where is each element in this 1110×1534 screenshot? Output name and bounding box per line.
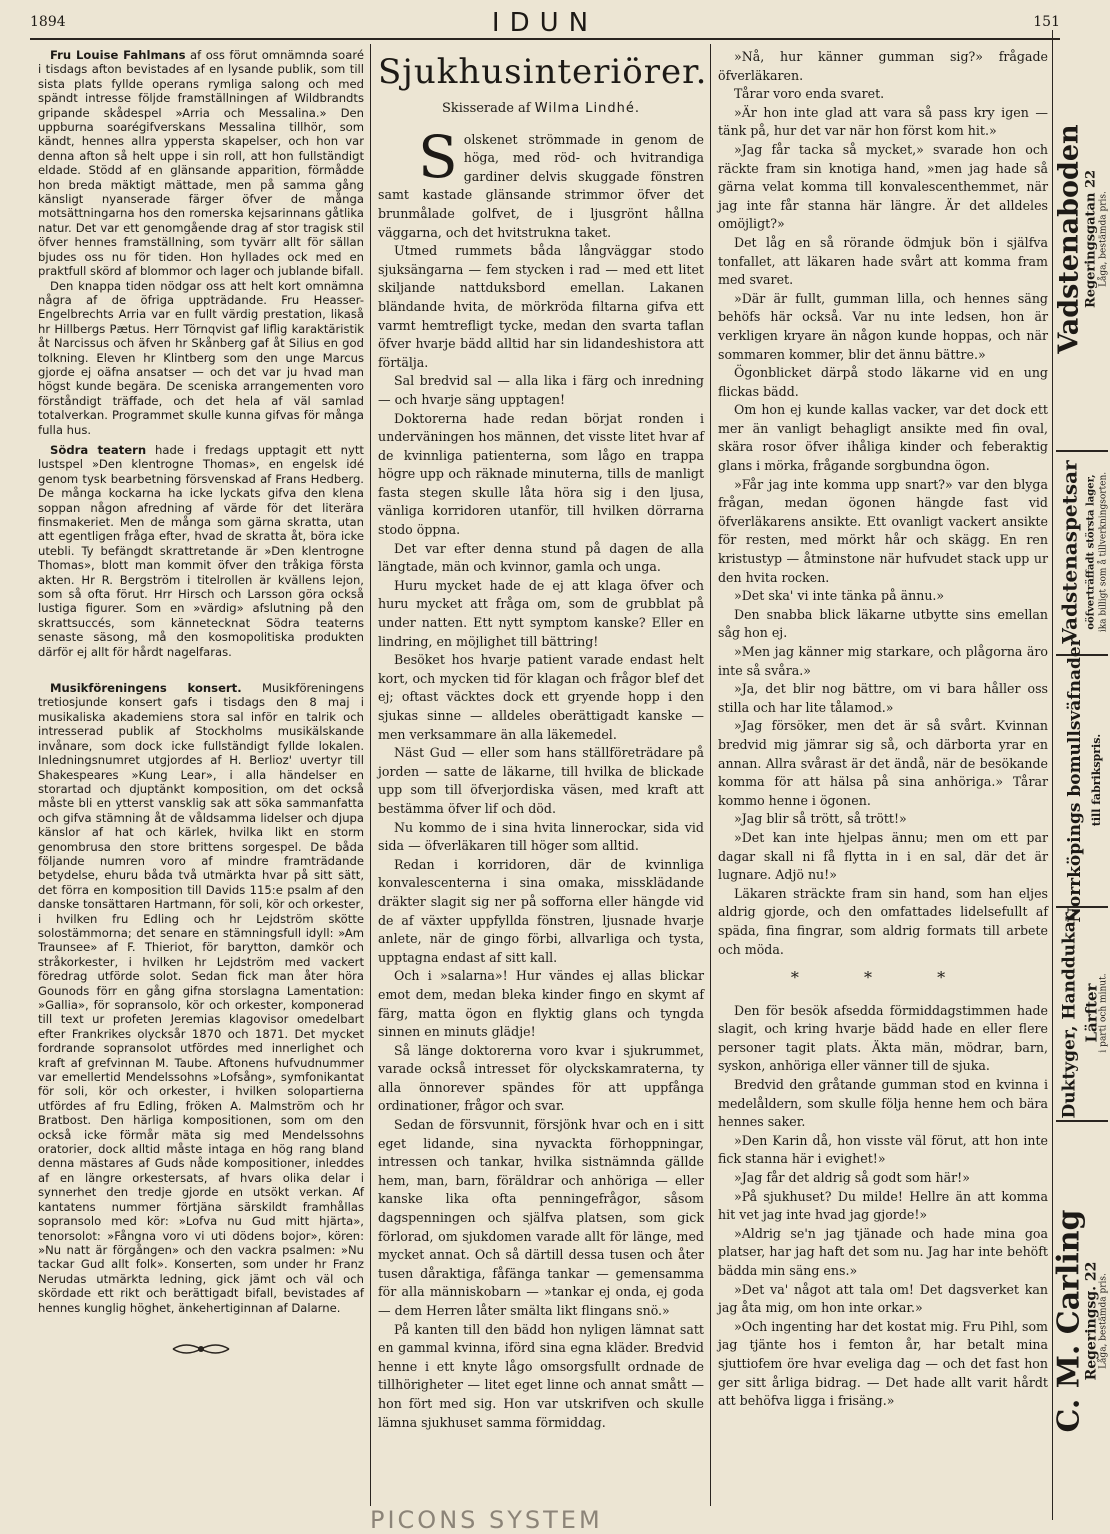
article-para: Sedan de försvunnit, försjönk hvar och en i sitt eget lidande, sina nyvackta förhoppningar, intressen och tankar, hvilka sistnämnda gällde hem, man, barn, föräldrar och anhöriga — eller kanske lika ofta penningefrågor, såsom dagspenningen och själfva platsen, som gick förlorad, om sjukdomen varade allt för länge, med mycket annat. Och så därtill dessa tusen och åter tusen dåraktiga, fåfänga tankar — gemensamma för alla människobarn — »tankar ej onda, ej goda — dem Herren låter smälta likt flingans snö.» — [378, 1117, 704, 1318]
ad-title: Norrköpings bomullsväfnader — [1065, 637, 1085, 923]
article-para: olskenet strömmade in genom de höga, med röd- och hvitrandiga gardiner delvis skuggade fönstren samt kastade glänsande strimmor öfver det brunmålade golfvet, de i ljusgrönt hållna väggarna, och det hvitstrukna taket. — [378, 131, 704, 240]
article-para: »Nå, hur känner gumman sig?» frågade öfverläkaren. — [718, 49, 1048, 83]
article-para: »Aldrig se'n jag tjänade och hade mina goa platser, har jag haft det som nu. Jag har inte behöft bädda min säng ens.» — [718, 1225, 1048, 1278]
article-para: Den snabba blick läkarne utbytte sins emellan såg hon ej. — [718, 606, 1048, 641]
article-para: Doktorerna hade redan börjat ronden i underväningen hos männen, det visste litet hvar af de kvinnliga patienterna, som lågo en trappa högre upp och räknade minuterna, tills de manligt fasta stegen skulle låta höra sig i den ljusa, vänliga korridoren utanför, till hvilken dörrarna stodo öppna. — [378, 410, 704, 538]
column-article-continued — [718, 48, 1048, 1498]
article-para: »Jag får det aldrig så godt som här!» — [734, 1170, 970, 1186]
ad-norrkoping — [1056, 637, 1108, 923]
column-article — [378, 48, 708, 1498]
ad-duktyger — [1056, 908, 1108, 1118]
article-para: »Den Karin då, hon visste väl förut, att hon inte fick stanna här i evighet!» — [718, 1132, 1048, 1167]
ad-title: C. M. Carling — [1051, 1209, 1087, 1433]
ad-title: Vadstenaboden — [1053, 124, 1085, 354]
header-rule — [30, 38, 1060, 40]
article-para: Redan i korridoren, där de kvinnliga konvalescenterna i sina omaka, missklädande dräkter slagit sig ner på sofforna eller hängde vid de af växter uppfyllda fönstren, ljusnade hvarje anlete, när de gingo förbi, allvarliga och tysta, upptagna endast af sitt kall. — [378, 856, 704, 965]
article-para: »Men jag känner mig starkare, och plågorna äro inte så svåra.» — [718, 644, 1048, 678]
byline-prefix: Skisserade af — [441, 101, 531, 116]
review-sodra-text: hade i fredags upptagit ett nytt lustspel »Den klentrogne Thomas», en engelsk idé genom tysk bearbetning försvenskad af Frans Hedberg. De många kockarna ha icke lyckats gifva den klena soppan någon afredning af värde för det literära finsmakeriet. Men de många som gärna skratta, utan att egentligen fråga efter, hvad de skratta åt, böra icke utebli. Ty befängdt skrattretande är »Den klentrogne Thomas», blott man kommit öfver den tråkiga första akten. Hr R. Bergström i titelrollen är kvällens lejon, som så ofta förut. Hrr Hirsch och Larsson göra också lustiga figurer. Som en »värdig» afslutning på den skrattsuccés, som kännetecknat Södra teaterns senaste säsong, må den kosmopolitiska produkten därför ej allt för hårdt nagelfaras. — [38, 442, 364, 659]
article-para: Den för besök afsedda förmiddagstimmen hade slagit, och kring hvarje bädd hade en eller flere personer tagit plats. Äkta män, mödrar, barn, syskon, anhöriga eller vänner till de sjuka. — [718, 1002, 1048, 1074]
article-opening — [378, 122, 704, 243]
column-divider-1 — [370, 44, 371, 1506]
article-para: »Och ingenting har det kostat mig. Fru Pihl, som jag tjänte hos i femton år, har betalt mina sjuttiofem öre hvar eveliga dag — och det fast hon ger sitt årliga bidrag. — Det hade allt varit hårdt att behöfva ligga i frisäng.» — [718, 1318, 1048, 1409]
article-para: »Där är fullt, gumman lilla, och hennes säng behöfs här också. Var nu inte ledsen, hon är verkligen kryare än någon kunde hoppas, och när sommaren kommer, blir det ännu bättre.» — [718, 290, 1048, 362]
ad-subtitle: oöfverträffadt största lager, — [1085, 474, 1097, 630]
article-para: Sal bredvid sal — alla lika i färg och inredning — och hvarje säng upptagen! — [378, 373, 704, 407]
article-title: Sjukhusinteriörer. — [378, 52, 708, 92]
article-byline — [378, 100, 704, 119]
bleed-through-footer: PICONS SYSTEM — [370, 1506, 603, 1534]
masthead-title: IDUN — [491, 8, 599, 38]
ad-subtitle: Lärfter — [1082, 983, 1101, 1043]
ornament-icon — [38, 1341, 364, 1359]
article-para: Så länge doktorerna voro kvar i sjukrummet, varade också intresset för olyckskamraterna, ty alla önnorever spändes för att uppfånga ordinationer, frågor och svar. — [378, 1042, 704, 1114]
ad-vadstenaboden — [1053, 30, 1109, 448]
review-musikforeningen — [38, 681, 364, 1315]
review-sodra — [38, 443, 364, 659]
header-year: 1894 — [30, 14, 66, 30]
article-para: »Jag försöker, men det är så svårt. Kvinnan bredvid mig jämrar sig så, och därborta yrar en annan. Allra svårast är det ändå, när de besökande komma för att hälsa på sina anhöriga.» Tårar kommo henne i ögonen. — [718, 718, 1048, 808]
review-sodra-head: Södra teatern — [50, 442, 147, 457]
article-para: Läkaren sträckte fram sin hand, som han eljes aldrig gjorde, och den omfattades lidelsefullt af späda, fina fingrar, som aldrig formats till arbete och möda. — [718, 885, 1048, 957]
column-divider-2 — [710, 44, 711, 1506]
article-para: På kanten till den bädd hon nyligen lämnat satt en gammal kvinna, iförd sina egna kläder. Bredvid henne i ett knyte lågo omsorgsfullt ordnade de tillhörigheter — litet eget linne och annat smått — hon fört med sig. Hon var utskrifven och skulle lämna sjukhuset samma förmiddag. — [378, 1321, 704, 1430]
page-header — [30, 10, 1060, 36]
ad-note: Låga, bestämda pris. — [1098, 1273, 1109, 1369]
ad-carling — [1051, 1122, 1109, 1520]
ad-note: Låga, bestämda pris. — [1098, 191, 1109, 287]
ad-subtitle: Regeringsgatan 22 — [1083, 169, 1099, 309]
article-para: Det var efter denna stund på dagen de alla längtade, män och kvinnor, gamla och unga. — [378, 540, 704, 575]
ad-title: Duktyger, Handdukar, — [1059, 907, 1080, 1119]
page-number: 151 — [1033, 14, 1060, 30]
article-para: Bredvid den gråtande gumman stod en kvinna i medelåldern, som skulle följa henne hem och bära hennes saker. — [718, 1077, 1048, 1130]
article-para: Om hon ej kunde kallas vacker, var det dock ett mer än vanligt behagligt ansikte med fin oval, skära rosor öfver ihåliga kinder och feberaktig glans i mörka, frågande sorgbundna ögon. — [718, 402, 1048, 474]
article-para: »Jag får tacka så mycket,» svarade hon och räckte fram sin knotiga hand, »men jag hade så gärna velat komma till konvalescenthemmet, när jag inte får stanna här längre. Är det alldeles omöjligt?» — [718, 141, 1048, 232]
review-fahlman — [38, 48, 364, 279]
article-para: Det låg en så rörande ödmjuk bön i själfva tonfallet, att läkaren hade svårt att komma fram med svaret. — [718, 234, 1048, 288]
article-para: »Får jag inte komma upp snart?» var den blyga frågan, medan ögonen hängde fast vid öfverläkarens ansikte. Ett ovanligt vackert ansikte för resten, med mörkt hår och skägg. En ren kristustyp — åtminstone när hufvudet stack upp ur den hvita rocken. — [718, 476, 1048, 585]
review-fahlman-cast: Den knappa tiden nödgar oss att helt kort omnämna några af de öfriga uppträdande. Fru Heasser-Engelbrechts Arria var en fullt värdig prestation, likaså hr Hillbergs Pætus. Herr Törnqvist gaf liflig karaktäristik åt Narcissus och äfven hr Skånberg gaf åt Silius en god tolkning. Eleven hr Klintberg som den unge Marcus gjorde ej oäfna ansatser — och det var ju hvad man högst kunde begära. De sceniska arrangementen voro förståndigt träffade, och det hela af väl samlad totalverkan. Programmet skulle kunna gifvas för många fulla hus. — [38, 278, 364, 437]
ad-subtitle: till fabrikspris. — [1090, 733, 1103, 827]
article-para: Huru mycket hade de ej att klaga öfver och huru mycket att fråga om, som de grubblat på under natten. Ett nytt symptom kanske? Eller en lindring, en möjlighet till bättring! — [378, 577, 704, 649]
review-musik-text: Musikföreningens tretiosjunde konsert gafs i tisdags den 8 maj i musikaliska akademiens stora sal inför en talrik och intresserad publik af Stockholms musikälskande invånare, som dock icke fullständigt fyllde lokalen. Inledningsnumret utgjordes af H. Berlioz' uvertyr till Shakespeares »Kung Lear», i alla händelser en storartad och djuptänkt komposition, om det också måste bli en ytterst vansklig sak att söka sammanfatta och gifva stämning åt de våldsamma lidelser och djupa känslor af hat och kärlek, hvilka likt en storm genombrusa den store brittens sorgespel. De båda följande numren voro af mindre framträdande betydelse, ehuru båda två utmärkta hvar på sitt sätt, det förra en komposition till Davids 115:e psalm af den danske tonsättaren Hartmann, för soli, kör och orkester, i hvilken fru Edling och hr Lejdström skötte solostämmorna; det senare en stämningsfull idyll: »Am Traunsee» af F. Thieriot, för barytton, damkör och stråkorkester, i hvilken hr Lejdström med vackert föredrag utförde solot. Sedan fick man åter höra Gounods förr en gång gifna storslagna Lamentation: »Gallia», för sopransolo, kör och orkester, komponerad till text ur profeten Jeremias klagovisor omedelbart efter Frankrikes olycksår 1870 och 1871. Det mycket fordrande sopransolot utfördes med innerlighet och kraft af grefvinnan M. Taube. Aftonens hufvudnummer var emellertid Mendelssohns »Lofsång», symfonikantat för soli, kör och orkester, i hvilken solopartierna utfördes af fru Edling, fröken A. Malmström och hr Bratbost. Den härliga kompositionen, som om den också icke förmår mäta sig med Mendelssohns oratorier, dock alltid måste intaga en hög rang bland denna mästares af Guds nåde kompositioner, inleddes af en längre orkestersats, af hvars olika delar i synnerhet den tredje gjorde en utsökt verkan. Af kantatens nummer förtjäna särskildt framhållas sopransolo med kör: »Lofva nu Gud mitt hjärta», tenorsolot: »Fångna voro vi uti dödens bojor», kören: »Nu natt är förgången» och den vackra psalmen: »Nu tackar Gud allt folk». Konserten, som under hr Franz Nerudas utmärkta ledning, gick jämt och väl och skördade ett rikt och berättigadt bifall, bevistades af hennes kunglig höghet, änkehertiginnan af Dalarne. — [38, 681, 364, 1315]
article-para: »Det kan inte hjelpas ännu; men om ett par dagar skall ni få flytta in i en sal, där det är lugnare. Adjö nu!» — [718, 829, 1048, 883]
review-fahlman-text: af oss förut omnämnda soaré i tisdags afton bevistades af en lysande publik, som till sista plats fyllde operans rymliga salong och med spändt intresse följde framställningen af Wildbrandts gripande skådespel »Arria och Messalina.» Den uppburna soarégifverskans Messalina tillhör, som kändt, hennes allra yppersta skapelser, och hon var denna afton så helt uppe i sin roll, att hon fullständigt eldade. Stödd af en glänsande apparition, förmådde hon breda mäktigt mättade, men på samma gång känsligt nyanserade färger öfver de många motsättningarna hos den romerska kejsarinnans gåtlika natur. Det var ett genomgående drag af stor tragisk stil öfver hennes framställning, som tyvärr allt för sällan bjudes oss nu för tiden. Hon hyllades ock med en praktfull skörd af blommor och lager och jublande bifall. — [38, 48, 365, 279]
article-para: Besöket hos hvarje patient varade endast helt kort, och mycken tid för klagan och frågor blef det ej; oftast väcktes dock ett gryende hopp i den sjukas sinne — alldeles oberättigadt kanske — men verksammare än alla läkemedel. — [378, 652, 704, 742]
article-para: Tårar voro enda svaret. — [734, 86, 885, 102]
section-break: * * * — [790, 968, 976, 988]
ad-note: ika billigt som å tillverkningsorten. — [1098, 471, 1109, 633]
article-para: Näst Gud — eller som hans ställföreträdare på jorden — satte de läkarne, till hvilka de blickade upp som till öfverjordiska väsen, med kraft att bestämma öfver lif och död. — [378, 745, 704, 816]
ad-subtitle: Regeringsg. 22 — [1083, 1261, 1100, 1381]
article-para: Ögonblicket därpå stodo läkarne vid en ung flickas bädd. — [718, 365, 1048, 399]
article-para: »Det va' något att tala om! Det dagsverket kan jag åta mig, om hon inte orkar.» — [718, 1281, 1048, 1316]
article-para: »Är hon inte glad att vara så pass kry igen — tänk på, hur det var när hon först kom hit.» — [718, 104, 1048, 139]
review-musik-head: Musikföreningens konsert. — [50, 681, 242, 696]
review-fahlman-head: Fru Louise Fahlmans — [50, 48, 186, 62]
ad-title: Vadstenaspetsar — [1057, 460, 1082, 644]
ad-vadstenaspetsar — [1056, 452, 1108, 652]
column-reviews — [38, 48, 364, 1498]
drop-cap: S — [418, 122, 458, 191]
article-para: »På sjukhuset? Du milde! Hellre än att komma hit vet jag inte hvad jag gjorde!» — [718, 1188, 1048, 1223]
ad-note: i parti och minut. — [1098, 973, 1109, 1053]
article-para: »Ja, det blir nog bättre, om vi bara håller oss stilla och har lite tålamod.» — [718, 681, 1048, 715]
article-para: Utmed rummets båda långväggar stodo sjuksängarna — fem stycken i rad — med ett litet skiljande nattduksbord emellan. Lakanen bländande hvita, de mörkröda filtarna gifva ett varmt hemtrefligt tycke, medan den svarta taflan öfver hvarje bädd alltid har sin lidandeshistora att förtälja. — [378, 243, 704, 370]
article-para: »Det ska' vi inte tänka på ännu.» — [734, 588, 945, 604]
article-para: Och i »salarna»! Hur vändes ej allas blickar emot dem, medan bleka kinder fingo en skymt af färg, matta ögon en flyktig glans och tyngda sinnen en minuts glädje! — [378, 968, 704, 1040]
byline-author: Wilma Lindhé. — [534, 101, 641, 116]
article-para: Nu kommo de i sina hvita linnerockar, sida vid sida — öfverläkaren till höger som alltid. — [378, 819, 704, 854]
article-para: »Jag blir så trött, så trött!» — [734, 811, 907, 827]
